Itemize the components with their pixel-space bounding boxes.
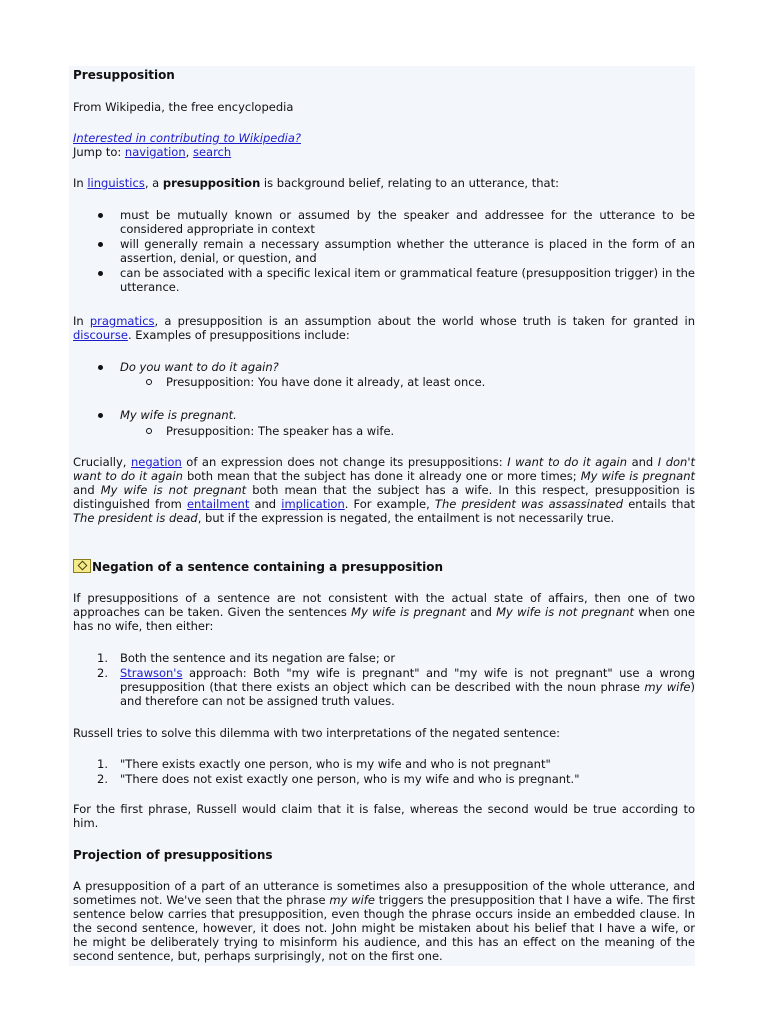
- linguistics-link[interactable]: linguistics: [87, 176, 145, 190]
- pragmatics-link[interactable]: pragmatics: [89, 314, 155, 328]
- text: Crucially,: [73, 455, 132, 469]
- text: In: [73, 176, 88, 190]
- search-link[interactable]: search: [192, 145, 232, 159]
- list-number: 1.: [97, 651, 108, 665]
- projection-paragraph: [73, 879, 695, 963]
- italic-text: my wife: [329, 893, 375, 907]
- text: A presupposition of a part of an utterance is sometimes also a presupposition of the whole utterance, and sometimes not. We've seen that the phrase: [73, 879, 695, 907]
- contribute-line: [73, 131, 301, 145]
- list-item: [73, 360, 695, 374]
- list-number: 2.: [97, 666, 108, 680]
- italic-text: My wife is pregnant: [351, 605, 467, 619]
- text: . Examples of presuppositions include:: [127, 328, 350, 342]
- presupposition-criteria-list: [73, 208, 695, 294]
- text: and: [627, 455, 658, 469]
- bold-term: presupposition: [162, 176, 261, 190]
- strawson-link[interactable]: Strawson's: [120, 666, 183, 680]
- discourse-link[interactable]: discourse: [73, 328, 128, 342]
- text: of an expression does not change its presuppositions:: [181, 455, 508, 469]
- italic-text: I want to do it again: [507, 455, 628, 469]
- list-item: [73, 666, 695, 708]
- italic-text: My wife is pregnant: [580, 469, 695, 483]
- text: both mean that the subject has done it already one or more times;: [182, 469, 581, 483]
- crucially-paragraph: [73, 455, 695, 525]
- entailment-link[interactable]: entailment: [186, 497, 250, 511]
- intro-paragraph: [73, 176, 559, 190]
- list-item: must be mutually known or assumed by the speaker and addressee for the utterance to be considered appropriate in context: [73, 208, 695, 236]
- text: , a presupposition is an assumption about the world whose truth is taken for granted in: [154, 314, 695, 328]
- contribute-link[interactable]: Interested in contributing to Wikipedia?: [73, 131, 301, 145]
- pragmatics-paragraph: [73, 314, 695, 342]
- list-item: [73, 408, 695, 422]
- text: Both the sentence and its negation are false; or: [120, 651, 396, 665]
- example-sentence: Do you want to do it again?: [120, 360, 279, 374]
- navigation-link[interactable]: navigation: [124, 145, 186, 159]
- italic-text: my wife: [644, 680, 691, 694]
- russell-list: [73, 757, 695, 786]
- projection-heading: Projection of presuppositions: [73, 848, 273, 862]
- russell-intro: Russell tries to solve this dilemma with two interpretations of the negated sentence:: [73, 726, 561, 740]
- italic-text: I don't want to do it again: [73, 455, 696, 483]
- list-item: [73, 772, 695, 786]
- list-item: will generally remain a necessary assumption whether the utterance is placed in the form of an assertion, denial, or question, and: [73, 237, 695, 265]
- italic-text: My wife is not pregnant: [496, 605, 635, 619]
- heading-text: Negation of a sentence containing a presupposition: [92, 560, 444, 574]
- example-sentence: My wife is pregnant.: [120, 408, 237, 422]
- text: , but if the expression is negated, the entailment is not necessarily true.: [197, 511, 615, 525]
- text: , a: [144, 176, 163, 190]
- italic-text: The president was assassinated: [434, 497, 624, 511]
- text: "There exists exactly one person, who is my wife and who is not pregnant": [120, 757, 551, 771]
- russell-claim: For the first phrase, Russell would claim that it is false, whereas the second would be true according to him.: [73, 802, 695, 830]
- text: "There does not exist exactly one person, who is my wife and who is pregnant.": [120, 772, 580, 786]
- example-list-2: [73, 408, 695, 422]
- italic-text: My wife is not pregnant: [100, 483, 247, 497]
- jump-separator: ,: [185, 145, 193, 159]
- negation-heading: [73, 559, 443, 574]
- example-sublist-2: [73, 424, 695, 438]
- list-item: [73, 651, 695, 665]
- list-item: Presupposition: You have done it already, at least once.: [73, 375, 695, 389]
- text: when one has no wife, then either:: [73, 605, 695, 633]
- text: and: [466, 605, 497, 619]
- source-line: From Wikipedia, the free encyclopedia: [73, 100, 294, 114]
- text: ) and therefore can not be assigned truth values.: [120, 680, 695, 708]
- italic-text: The president is dead: [73, 511, 198, 525]
- text: In: [73, 314, 90, 328]
- text: and: [73, 483, 101, 497]
- text: is background belief, relating to an utterance, that:: [260, 176, 559, 190]
- edit-flag-icon[interactable]: [73, 559, 91, 573]
- text: If presuppositions of a sentence are not consistent with the actual state of affairs, then one of two approaches can be taken. Given the sentences: [73, 591, 695, 619]
- text: . For example,: [344, 497, 435, 511]
- negation-link[interactable]: negation: [131, 455, 182, 469]
- text: triggers the presupposition that I have a wife. The first sentence below carries that presupposition, even though the phrase occurs inside an embedded clause. In the second sentence, however, it does not. John might be mistaken about his belief that I have a wife, or he might be deliberately trying to misinform his audience, and this has an effect on the meaning of the second sentence, but, perhaps surprisingly, not on the first one.: [73, 893, 695, 963]
- jump-line: [73, 145, 231, 159]
- negation-paragraph: [73, 591, 695, 633]
- list-number: 2.: [97, 772, 108, 786]
- approaches-list: [73, 651, 695, 708]
- text: and: [249, 497, 282, 511]
- example-sublist-1: [73, 375, 695, 389]
- list-item: can be associated with a specific lexical item or grammatical feature (presupposition trigger) in the utterance.: [73, 266, 695, 294]
- text: both mean that the subject has a wife. In this respect, presupposition is distinguished from: [73, 483, 695, 511]
- example-list-1: [73, 360, 695, 374]
- page-title: Presupposition: [73, 68, 175, 82]
- list-item: [73, 757, 695, 771]
- implication-link[interactable]: implication: [281, 497, 345, 511]
- list-item: Presupposition: The speaker has a wife.: [73, 424, 695, 438]
- list-number: 1.: [97, 757, 108, 771]
- text: approach: Both "my wife is pregnant" and "my wife is not pregnant" use a wrong presupposition (that there exists an object which can be described with the noun phrase: [120, 666, 695, 694]
- text: entails that: [623, 497, 696, 511]
- jump-prefix: Jump to:: [73, 145, 125, 159]
